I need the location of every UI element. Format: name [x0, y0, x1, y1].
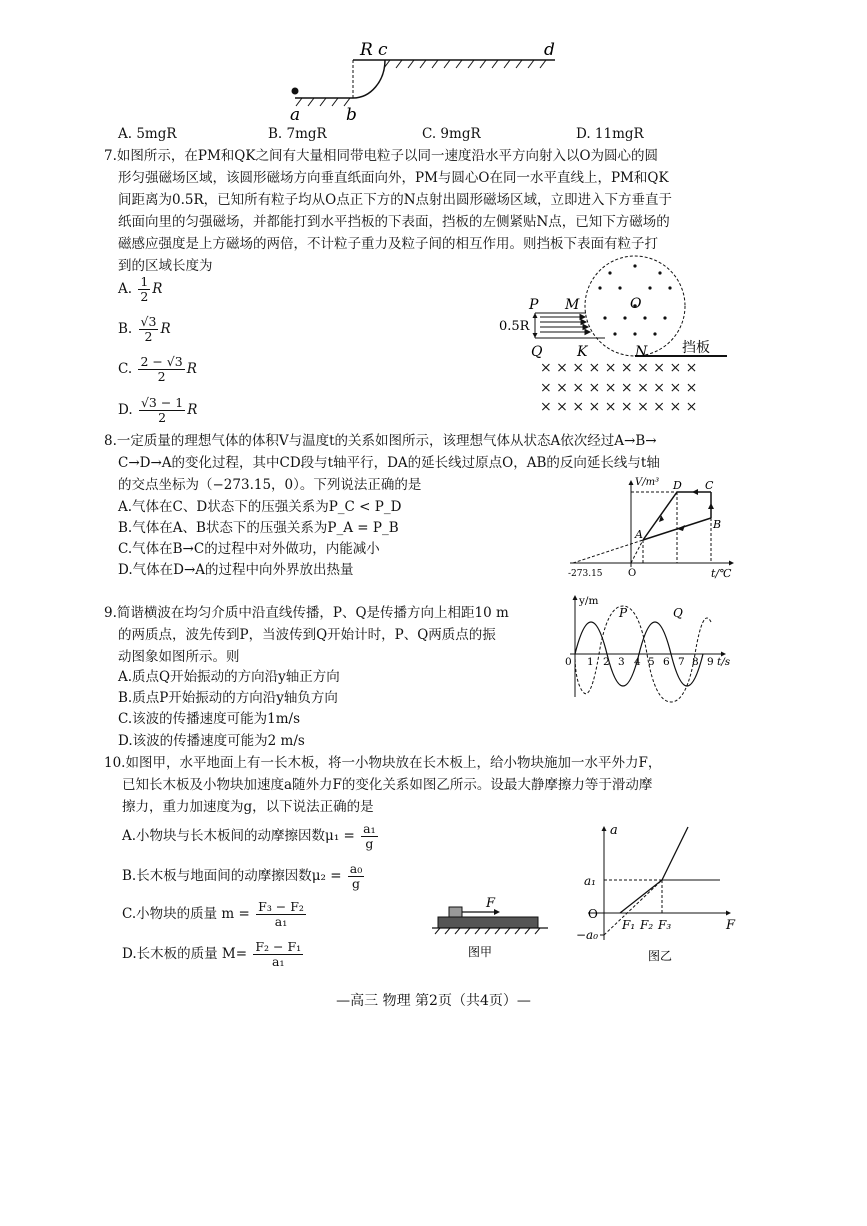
q10-yi-xlabel: F — [726, 918, 736, 933]
q10-option-a-num: a₁ — [363, 821, 376, 836]
q9-label-Q: Q — [673, 606, 683, 620]
q10-option-d-num: F₂ − F₁ — [255, 939, 302, 954]
q10-jia-force: F — [486, 896, 496, 911]
q7-line-1: 7.如图所示，在PM和QK之间有大量相同带电粒子以同一速度沿水平方向射入以O为圆心的圆 — [104, 148, 659, 164]
q7-option-d — [118, 396, 197, 425]
q8-xtick: -273.15 — [568, 569, 603, 579]
q9-xlabel: t/s — [717, 656, 731, 668]
q7-line-2: 形匀强磁场区域，该圆形磁场方向垂直纸面向外，PM与圆心O在同一水平直线上，PM和QK — [118, 170, 669, 186]
q7-label-K: K — [577, 344, 588, 360]
q7-option-a-tail: R — [152, 281, 163, 297]
svg-text:× × × × × × × × × ×: × × × × × × × × × × — [540, 399, 698, 415]
q9-ylabel: y/m — [579, 595, 599, 607]
q10-option-d-text: D.长木板的质量 M= — [122, 946, 248, 962]
q10-option-c-den: a₁ — [274, 914, 288, 929]
q7-option-a-num: 1 — [140, 274, 149, 289]
q9-line-1: 9.简谐横波在均匀介质中沿直线传播，P、Q是传播方向上相距10 m — [104, 605, 509, 621]
q9-tick-8: 8 — [692, 656, 699, 668]
q10-yi-caption: 图乙 — [648, 949, 673, 963]
q10-option-d-fraction — [253, 940, 303, 969]
q8-option-a: A.气体在C、D状态下的压强关系为P_C < P_D — [118, 499, 402, 515]
q10-line-1: 10.如图甲，水平地面上有一长木板，将一小物块放在长木板上，给小物块施加一水平外力F， — [104, 755, 662, 771]
q10-option-a-fraction — [361, 822, 377, 851]
q7-option-a — [118, 275, 162, 304]
q7-label-N: N — [635, 344, 648, 360]
q10-yi-F2: F₂ — [640, 918, 654, 932]
page-footer: —高三 物理 第2页（共4页）— — [336, 993, 531, 1009]
q10-jia-caption: 图甲 — [468, 945, 493, 959]
q10-figure-jia — [430, 892, 560, 962]
q6-label-d: d — [544, 40, 555, 60]
q9-tick-2: 2 — [603, 656, 610, 668]
q7-option-a-label: A. — [118, 281, 133, 297]
q8-xlabel: t/℃ — [711, 567, 732, 580]
q7-option-d-fraction — [139, 396, 185, 425]
q6-option-d: D. 11mgR — [576, 126, 644, 142]
q10-option-a-den: g — [365, 836, 374, 851]
q8-label-B: B — [713, 518, 722, 531]
q8-label-D: D — [673, 479, 682, 492]
q6-label-R: R — [360, 40, 373, 60]
q8-line-3: 的交点坐标为（−273.15，0）。下列说法正确的是 — [118, 477, 422, 493]
q9-tick-3: 3 — [618, 656, 625, 668]
q6-track-figure — [280, 38, 580, 123]
q10-figure-yi — [570, 822, 745, 967]
q8-option-b: B.气体在A、B状态下的压强关系为P_A = P_B — [118, 520, 399, 536]
q7-label-M: M — [565, 297, 580, 313]
q10-yi-F3: F₃ — [658, 918, 672, 932]
q9-tick-4: 4 — [634, 656, 641, 668]
q7-line-5: 磁感应强度是上方磁场的两倍，不计粒子重力及粒子间的相互作用。则挡板下表面有粒子打 — [118, 236, 658, 252]
q9-option-a: A.质点Q开始振动的方向沿y轴正方向 — [118, 669, 340, 685]
q7-magnetic-field-figure — [495, 258, 735, 418]
q8-option-c: C.气体在B→C的过程中对外做功，内能减小 — [118, 541, 380, 557]
q6-label-b: b — [346, 105, 357, 125]
q10-option-b-fraction — [348, 862, 364, 891]
q7-label-O: O — [630, 296, 642, 312]
q7-label-dist: 0.5R — [499, 319, 530, 334]
q8-ylabel: V/m³ — [635, 477, 660, 488]
q7-line-3: 间距离为0.5R，已知所有粒子均从O点正下方的N点射出圆形磁场区域，立即进入下方垂直于 — [118, 192, 673, 208]
q10-option-b — [122, 862, 366, 891]
q7-option-d-den: 2 — [158, 410, 167, 425]
q10-option-d — [122, 940, 305, 969]
q9-tick-6: 6 — [663, 656, 670, 668]
q6-label-c: c — [378, 40, 388, 60]
q7-option-d-label: D. — [118, 402, 133, 418]
q7-option-c — [118, 355, 197, 384]
q10-yi-ylabel: a — [610, 823, 618, 838]
q9-vibration-graph — [555, 592, 735, 702]
q7-option-d-num: √3 − 1 — [140, 395, 184, 410]
q9-option-c: C.该波的传播速度可能为1m/s — [118, 711, 301, 727]
q7-line-4: 纸面向里的匀强磁场，并都能打到水平挡板的下表面，挡板的左侧紧贴N点，已知下方磁场的 — [118, 214, 670, 230]
q7-option-a-fraction — [138, 275, 150, 304]
q6-label-a: a — [290, 105, 301, 125]
svg-text:× × × × × × × × × ×: × × × × × × × × × × — [540, 360, 698, 376]
q9-tick-1: 1 — [587, 656, 594, 668]
q7-option-c-den: 2 — [157, 369, 166, 384]
q10-option-b-num: a₀ — [349, 861, 363, 876]
q7-option-c-tail: R — [186, 361, 197, 377]
q8-line-1: 8.一定质量的理想气体的体积V与温度t的关系如图所示，该理想气体从状态A依次经过A→B→ — [104, 433, 657, 449]
q10-line-3: 擦力，重力加速度为g，以下说法正确的是 — [122, 799, 374, 815]
q7-option-a-den: 2 — [140, 289, 149, 304]
q9-option-b: B.质点P开始振动的方向沿y轴负方向 — [118, 690, 338, 706]
q6-option-b: B. 7mgR — [268, 126, 327, 142]
q10-option-c-num: F₃ − F₂ — [258, 899, 304, 914]
q10-option-a — [122, 822, 380, 851]
q9-tick-0: 0 — [565, 656, 572, 668]
q8-option-d: D.气体在D→A的过程中向外界放出热量 — [118, 562, 354, 578]
q7-option-b — [118, 315, 171, 344]
q10-option-c-text: C.小物块的质量 m = — [122, 906, 250, 922]
q10-option-a-text: A.小物块与长木板间的动摩擦因数μ₁ = — [122, 828, 355, 844]
q9-line-2: 的两质点，波先传到P，当波传到Q开始计时，P、Q两质点的振 — [118, 627, 496, 643]
q7-option-b-den: 2 — [144, 329, 153, 344]
q10-yi-origin: O — [588, 907, 598, 921]
q10-option-c-fraction — [256, 900, 306, 929]
q7-option-c-num: 2 − √3 — [140, 354, 183, 369]
q8-label-A: A — [635, 528, 643, 541]
q9-tick-9: 9 — [707, 656, 714, 668]
q7-option-b-num: √3 — [140, 314, 157, 329]
q7-option-b-tail: R — [160, 321, 171, 337]
q7-option-b-fraction — [139, 315, 159, 344]
q10-yi-a1: a₁ — [584, 874, 596, 888]
q10-line-2: 已知长木板及小物块加速度a随外力F的变化关系如图乙所示。设最大静摩擦力等于滑动摩 — [122, 777, 653, 793]
q6-option-c: C. 9mgR — [422, 126, 481, 142]
q9-option-d: D.该波的传播速度可能为2 m/s — [118, 733, 305, 749]
q10-option-b-den: g — [352, 876, 361, 891]
q8-line-2: C→D→A的变化过程，其中CD段与t轴平行，DA的延长线过原点O，AB的反向延长线与t轴 — [118, 455, 660, 471]
q7-label-Q: Q — [531, 344, 543, 360]
q7-label-plate: 挡板 — [682, 340, 710, 356]
q10-option-b-text: B.长木板与地面间的动摩擦因数μ₂ = — [122, 868, 342, 884]
q8-origin: O — [628, 568, 637, 579]
q9-label-P: P — [619, 606, 628, 620]
q6-option-a: A. 5mgR — [118, 126, 177, 142]
q7-option-c-fraction — [138, 355, 184, 384]
q10-yi-a0: −a₀ — [576, 928, 599, 942]
q10-option-c — [122, 900, 308, 929]
q8-label-C: C — [705, 479, 714, 492]
svg-text:× × × × × × × × × ×: × × × × × × × × × × — [540, 380, 698, 396]
q9-tick-7: 7 — [678, 656, 685, 668]
q7-label-P: P — [529, 297, 539, 313]
q7-line-6: 到的区域长度为 — [118, 258, 213, 274]
q7-option-d-tail: R — [187, 402, 198, 418]
q10-option-d-den: a₁ — [272, 954, 285, 969]
q9-line-3: 动图象如图所示。则 — [118, 649, 240, 665]
q10-yi-F1: F₁ — [622, 918, 636, 932]
q8-vt-graph — [565, 475, 740, 583]
q7-option-b-label: B. — [118, 321, 133, 337]
q9-tick-5: 5 — [648, 656, 655, 668]
q7-option-c-label: C. — [118, 361, 133, 377]
